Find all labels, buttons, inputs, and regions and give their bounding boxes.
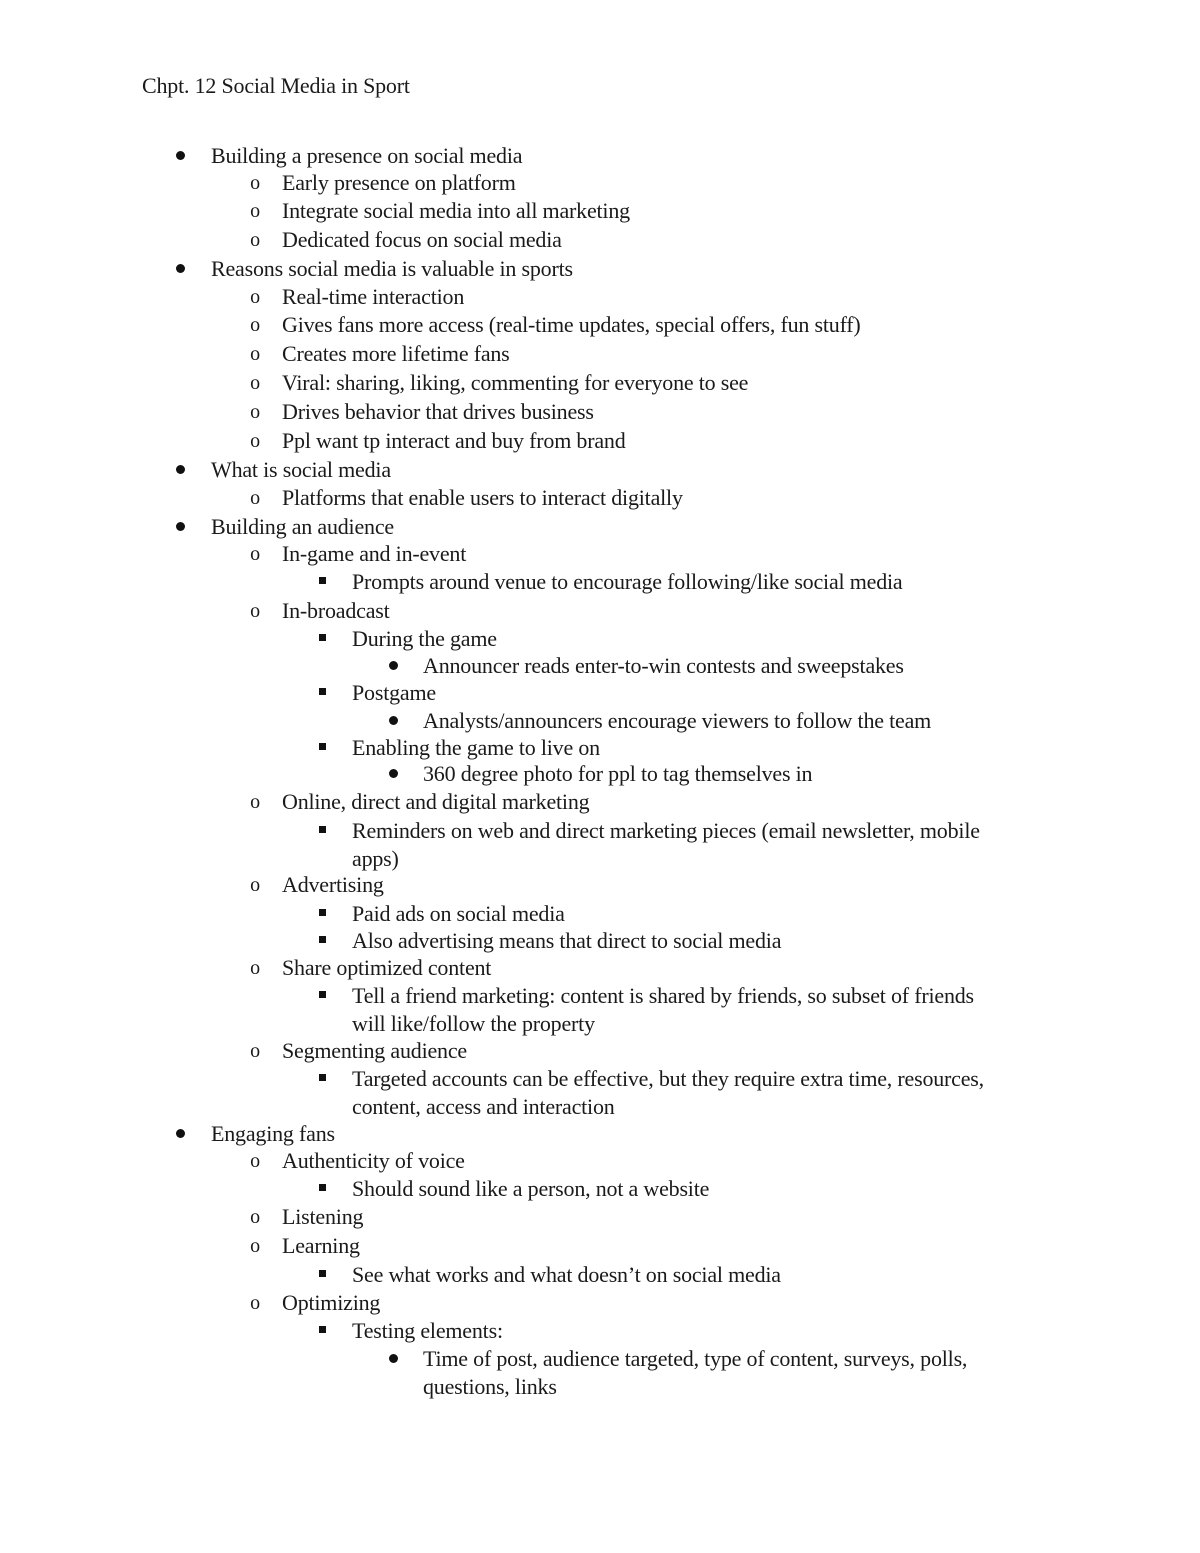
item-text: Gives fans more access (real-time updates, special offers, fun stuff) bbox=[282, 312, 861, 337]
bullet-circle-icon: o bbox=[250, 1292, 260, 1314]
item-text: 360 degree photo for ppl to tag themselves in bbox=[423, 761, 813, 786]
bullet-square-icon bbox=[308, 1065, 336, 1093]
item-text: What is social media bbox=[211, 457, 391, 482]
item-text: Targeted accounts can be effective, but they require extra time, resources, content, access and interaction bbox=[352, 1066, 984, 1119]
item-text: Paid ads on social media bbox=[352, 901, 565, 926]
item-text: Reasons social media is valuable in sports bbox=[211, 256, 573, 281]
list-item bbox=[0, 484, 1200, 512]
item-text: Also advertising means that direct to social media bbox=[352, 928, 782, 953]
item-text: Ppl want tp interact and buy from brand bbox=[282, 428, 626, 453]
list-item bbox=[0, 1261, 1200, 1289]
bullet-circle-icon: o bbox=[250, 1235, 260, 1257]
item-text: Authenticity of voice bbox=[282, 1148, 465, 1173]
item-text: In-game and in-event bbox=[282, 541, 467, 566]
list-item bbox=[0, 283, 1200, 311]
bullet-circle-icon: o bbox=[250, 543, 260, 565]
item-text: Creates more lifetime fans bbox=[282, 341, 510, 366]
item-text: Announcer reads enter-to-win contests and sweepstakes bbox=[423, 653, 904, 678]
list-item bbox=[0, 513, 1200, 541]
page-title: Chpt. 12 Social Media in Sport bbox=[142, 73, 410, 98]
item-text: Tell a friend marketing: content is shared by friends, so subset of friends will like/follow the property bbox=[352, 983, 974, 1036]
bullet-square-icon bbox=[308, 734, 336, 762]
bullet-circle-icon: o bbox=[250, 372, 260, 394]
list-item bbox=[0, 1175, 1200, 1203]
list-item bbox=[0, 1289, 1200, 1317]
item-text: Enabling the game to live on bbox=[352, 735, 600, 760]
bullet-square-icon bbox=[308, 568, 336, 596]
list-item bbox=[0, 1065, 1200, 1121]
bullet-square-icon bbox=[308, 982, 336, 1010]
item-text: Building a presence on social media bbox=[211, 143, 523, 168]
bullet-circle-icon: o bbox=[250, 487, 260, 509]
list-item bbox=[0, 625, 1200, 653]
bullet-square-icon bbox=[308, 927, 336, 955]
bullet-dot-icon bbox=[166, 142, 194, 170]
list-item bbox=[0, 734, 1200, 762]
bullet-dot-icon bbox=[166, 255, 194, 283]
item-text: Segmenting audience bbox=[282, 1038, 467, 1063]
list-item bbox=[0, 788, 1200, 816]
item-text: Dedicated focus on social media bbox=[282, 227, 562, 252]
bullet-square-icon bbox=[308, 1317, 336, 1345]
item-text: Integrate social media into all marketing bbox=[282, 198, 630, 223]
list-item bbox=[0, 871, 1200, 899]
item-text: Postgame bbox=[352, 680, 436, 705]
list-item bbox=[0, 1345, 1200, 1401]
bullet-circle-icon: o bbox=[250, 1206, 260, 1228]
list-item bbox=[0, 398, 1200, 426]
bullet-circle-icon: o bbox=[250, 874, 260, 896]
bullet-square-icon bbox=[308, 625, 336, 653]
item-text: Real-time interaction bbox=[282, 284, 465, 309]
bullet-circle-icon: o bbox=[250, 600, 260, 622]
bullet-circle-icon: o bbox=[250, 343, 260, 365]
list-item bbox=[0, 1317, 1200, 1345]
item-text: Platforms that enable users to interact digitally bbox=[282, 485, 683, 510]
item-text: Building an audience bbox=[211, 514, 394, 539]
item-text: See what works and what doesn’t on social media bbox=[352, 1262, 781, 1287]
bullet-circle-icon: o bbox=[250, 286, 260, 308]
bullet-dot-icon bbox=[379, 707, 407, 735]
list-item bbox=[0, 652, 1200, 680]
list-item bbox=[0, 1203, 1200, 1231]
list-item bbox=[0, 169, 1200, 197]
list-item bbox=[0, 597, 1200, 625]
list-item bbox=[0, 1120, 1200, 1148]
item-text: Listening bbox=[282, 1204, 364, 1229]
bullet-dot-icon bbox=[379, 652, 407, 680]
bullet-circle-icon: o bbox=[250, 1040, 260, 1062]
list-item bbox=[0, 707, 1200, 735]
bullet-square-icon bbox=[308, 1261, 336, 1289]
list-item bbox=[0, 340, 1200, 368]
bullet-dot-icon bbox=[166, 1120, 194, 1148]
bullet-circle-icon: o bbox=[250, 1150, 260, 1172]
item-text: During the game bbox=[352, 626, 497, 651]
bullet-circle-icon: o bbox=[250, 401, 260, 423]
item-text: Online, direct and digital marketing bbox=[282, 789, 590, 814]
bullet-circle-icon: o bbox=[250, 200, 260, 222]
list-item bbox=[0, 568, 1200, 596]
list-item bbox=[0, 982, 1200, 1038]
item-text: Reminders on web and direct marketing pieces (email newsletter, mobile apps) bbox=[352, 818, 980, 871]
list-item bbox=[0, 197, 1200, 225]
list-item bbox=[0, 255, 1200, 283]
item-text: Prompts around venue to encourage following/like social media bbox=[352, 569, 903, 594]
list-item bbox=[0, 1232, 1200, 1260]
list-item bbox=[0, 927, 1200, 955]
bullet-circle-icon: o bbox=[250, 229, 260, 251]
item-text: Share optimized content bbox=[282, 955, 492, 980]
list-item bbox=[0, 900, 1200, 928]
item-text: Should sound like a person, not a website bbox=[352, 1176, 710, 1201]
bullet-dot-icon bbox=[166, 456, 194, 484]
list-item bbox=[0, 954, 1200, 982]
list-item bbox=[0, 142, 1200, 170]
list-item bbox=[0, 1037, 1200, 1065]
bullet-circle-icon: o bbox=[250, 172, 260, 194]
item-text: Testing elements: bbox=[352, 1318, 503, 1343]
item-text: In-broadcast bbox=[282, 598, 390, 623]
bullet-dot-icon bbox=[379, 760, 407, 788]
item-text: Learning bbox=[282, 1233, 360, 1258]
bullet-square-icon bbox=[308, 817, 336, 845]
list-item bbox=[0, 679, 1200, 707]
item-text: Drives behavior that drives business bbox=[282, 399, 594, 424]
item-text: Optimizing bbox=[282, 1290, 381, 1315]
bullet-circle-icon: o bbox=[250, 314, 260, 336]
list-item bbox=[0, 226, 1200, 254]
item-text: Time of post, audience targeted, type of content, surveys, polls, questions, links bbox=[423, 1346, 968, 1399]
item-text: Engaging fans bbox=[211, 1121, 335, 1146]
bullet-square-icon bbox=[308, 1175, 336, 1203]
item-text: Advertising bbox=[282, 872, 384, 897]
item-text: Early presence on platform bbox=[282, 170, 516, 195]
bullet-dot-icon bbox=[379, 1345, 407, 1373]
bullet-square-icon bbox=[308, 900, 336, 928]
item-text: Viral: sharing, liking, commenting for everyone to see bbox=[282, 370, 749, 395]
bullet-circle-icon: o bbox=[250, 430, 260, 452]
item-text: Analysts/announcers encourage viewers to follow the team bbox=[423, 708, 932, 733]
list-item bbox=[0, 760, 1200, 788]
bullet-circle-icon: o bbox=[250, 791, 260, 813]
list-item bbox=[0, 540, 1200, 568]
bullet-circle-icon: o bbox=[250, 957, 260, 979]
list-item bbox=[0, 427, 1200, 455]
list-item bbox=[0, 1147, 1200, 1175]
list-item bbox=[0, 311, 1200, 339]
list-item bbox=[0, 456, 1200, 484]
bullet-dot-icon bbox=[166, 513, 194, 541]
list-item bbox=[0, 369, 1200, 397]
list-item bbox=[0, 817, 1200, 873]
bullet-square-icon bbox=[308, 679, 336, 707]
